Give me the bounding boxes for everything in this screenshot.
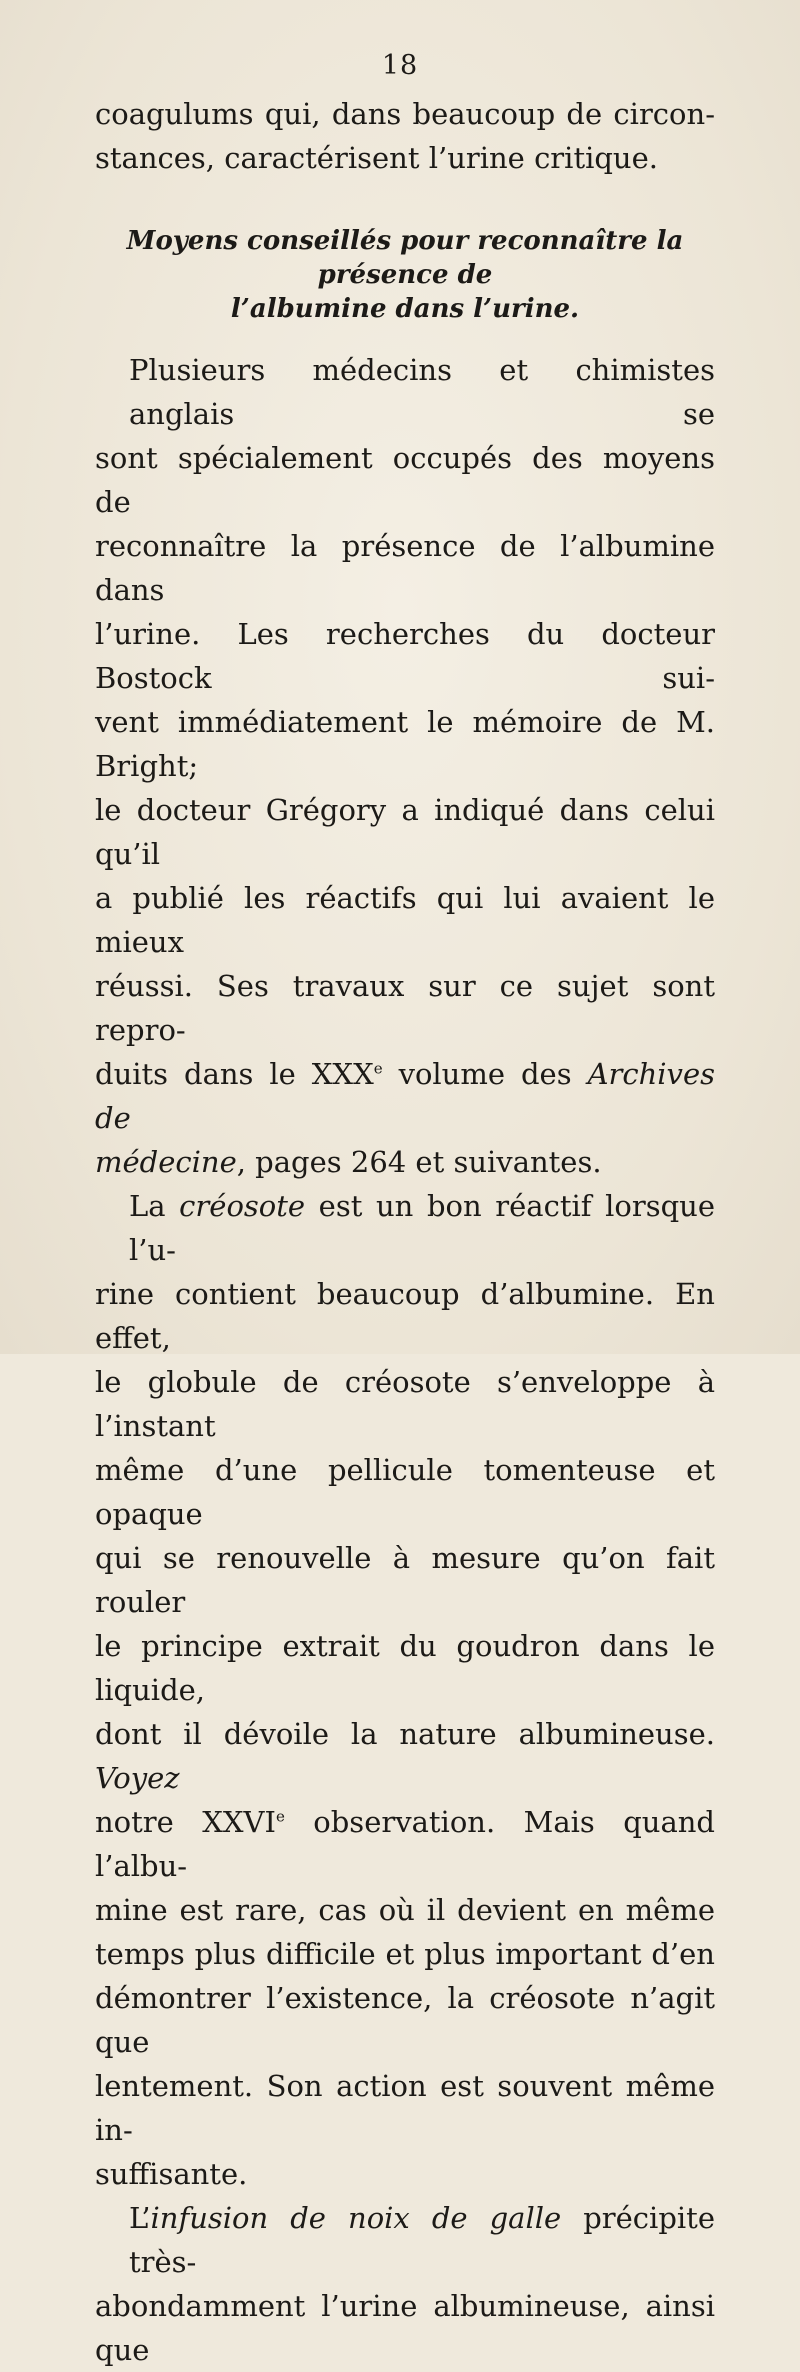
text-line: démontrer l’existence, la créosote n’agit que bbox=[95, 1981, 715, 2059]
text-line bbox=[95, 1184, 715, 1272]
paragraph-3 bbox=[95, 2196, 715, 2372]
text-run: notre XXVI bbox=[95, 1805, 276, 1839]
italic-title: médecine bbox=[95, 1145, 237, 1179]
text-line: mine est rare, cas où il devient en même bbox=[95, 1893, 715, 1927]
italic-term: infusion de noix de galle bbox=[150, 2201, 562, 2235]
text-line: le globule de créosote s’enveloppe à l’instant bbox=[95, 1365, 715, 1443]
text-run: observation. Mais quand l’albu- bbox=[95, 1805, 715, 1883]
text-line: lentement. Son action est souvent même in- bbox=[95, 2069, 715, 2147]
superscript: e bbox=[373, 1059, 383, 1078]
text-run: volume des bbox=[382, 1057, 588, 1091]
text-run: duits dans le XXX bbox=[95, 1057, 374, 1091]
text-line: a publié les réactifs qui lui avaient le mieux bbox=[95, 881, 715, 959]
text-line: qui se renouvelle à mesure qu’on fait rouler bbox=[95, 1541, 715, 1619]
text-line: stances, caractérisent l’urine critique. bbox=[95, 141, 658, 175]
text-line bbox=[95, 1800, 715, 1888]
italic-term: créosote bbox=[179, 1189, 306, 1223]
text-line: rine contient beaucoup d’albumine. En effet, bbox=[95, 1277, 715, 1355]
paragraph-1 bbox=[95, 348, 715, 1184]
text-line bbox=[95, 1712, 715, 1800]
text-block bbox=[95, 92, 715, 2372]
opening-paragraph bbox=[95, 92, 715, 180]
text-line: suffisante. bbox=[95, 2157, 248, 2191]
text-line bbox=[95, 1140, 715, 1184]
text-line: l’urine. Les recherches du docteur Bostock sui- bbox=[95, 617, 715, 695]
text-line bbox=[95, 2196, 715, 2284]
text-line: abondamment l’urine albumineuse, ainsi que bbox=[95, 2289, 715, 2367]
text-line: temps plus difficile et plus important d’en bbox=[95, 1937, 715, 1971]
text-run: dont il dévoile la nature albumineuse. bbox=[95, 1717, 715, 1751]
text-run: L’ bbox=[129, 2201, 151, 2235]
text-run: est un bon réactif lorsque l’u- bbox=[129, 1189, 716, 1267]
heading-line: Moyens conseillés pour reconnaître la présence de bbox=[126, 226, 684, 290]
text-run: précipite très- bbox=[129, 2201, 715, 2279]
heading-line: l’albumine dans l’urine. bbox=[230, 294, 580, 324]
text-run: La bbox=[129, 1189, 180, 1223]
superscript: e bbox=[275, 1807, 285, 1826]
text-line bbox=[95, 1052, 715, 1140]
text-line: le docteur Grégory a indiqué dans celui qu’il bbox=[95, 793, 715, 871]
text-run: , pages 264 et suivantes. bbox=[236, 1145, 602, 1179]
text-line: Plusieurs médecins et chimistes anglais se bbox=[129, 353, 715, 431]
text-line: réussi. Ses travaux sur ce sujet sont repro- bbox=[95, 969, 715, 1047]
italic-term: Voyez bbox=[95, 1761, 180, 1795]
text-line: coagulums qui, dans beaucoup de circon- bbox=[95, 97, 715, 131]
text-line: sont spécialement occupés des moyens de bbox=[95, 441, 715, 519]
paragraph-2 bbox=[95, 1184, 715, 2196]
text-line: reconnaître la présence de l’albumine dans bbox=[95, 529, 715, 607]
text-line: le principe extrait du goudron dans le liquide, bbox=[95, 1629, 715, 1707]
page-number: 18 bbox=[381, 50, 419, 81]
italic-title: Archives de bbox=[95, 1057, 715, 1135]
text-line: vent immédiatement le mémoire de M. Bright; bbox=[95, 705, 715, 783]
section-heading bbox=[95, 224, 715, 326]
text-line: même d’une pellicule tomenteuse et opaque bbox=[95, 1453, 715, 1531]
